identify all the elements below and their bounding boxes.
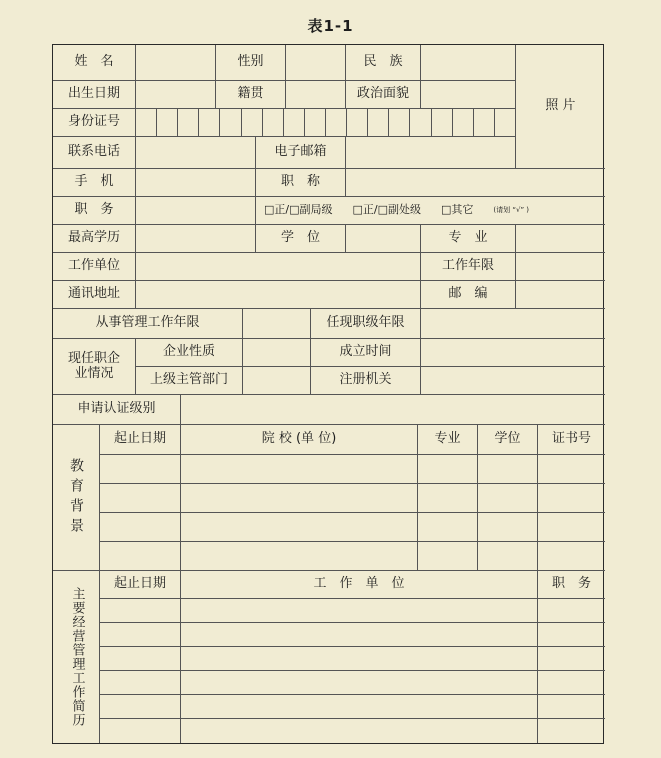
rank-years-label: 任现职级年限: [311, 309, 421, 339]
work-years-field[interactable]: [516, 253, 605, 281]
id-digit-box[interactable]: [495, 109, 516, 137]
work-position-cell[interactable]: [538, 671, 605, 695]
founded-label: 成立时间: [311, 339, 421, 367]
edu-school-cell[interactable]: [181, 542, 418, 571]
registry-label: 注册机关: [311, 367, 421, 395]
registry-field[interactable]: [421, 367, 605, 395]
work-position-cell[interactable]: [538, 623, 605, 647]
birth-date-label: 出生日期: [53, 81, 136, 109]
work-employer-cell[interactable]: [181, 671, 538, 695]
enterprise-nature-label: 企业性质: [136, 339, 243, 367]
degree-field[interactable]: [346, 225, 421, 253]
postcode-field[interactable]: [516, 281, 605, 309]
major-field[interactable]: [516, 225, 605, 253]
edu-certificate-cell[interactable]: [538, 484, 605, 513]
education-field[interactable]: [136, 225, 256, 253]
work-position-cell[interactable]: [538, 719, 605, 743]
mobile-field[interactable]: [136, 169, 256, 197]
id-digit-box[interactable]: [263, 109, 284, 137]
education-background-label: 教育背景: [53, 425, 100, 571]
work-years-label: 工作年限: [421, 253, 516, 281]
edu-dates-cell[interactable]: [100, 484, 181, 513]
edu-dates-cell[interactable]: [100, 455, 181, 484]
id-digit-box[interactable]: [347, 109, 368, 137]
edu-degree-cell[interactable]: [478, 484, 538, 513]
professional-title-field[interactable]: [346, 169, 605, 197]
edu-major-cell[interactable]: [418, 484, 478, 513]
gender-field[interactable]: [286, 45, 346, 81]
rank-years-field[interactable]: [421, 309, 605, 339]
work-position-cell[interactable]: [538, 695, 605, 719]
edu-school-cell[interactable]: [181, 513, 418, 542]
supervisor-label: 上级主管部门: [136, 367, 243, 395]
id-number-label: 身份证号: [53, 109, 136, 137]
work-dates-cell[interactable]: [100, 695, 181, 719]
ethnicity-label: 民 族: [346, 45, 421, 81]
id-digit-box[interactable]: [453, 109, 474, 137]
edu-school-cell[interactable]: [181, 484, 418, 513]
phone-label: 联系电话: [53, 137, 136, 169]
work-dates-cell[interactable]: [100, 647, 181, 671]
work-dates-header: 起止日期: [100, 571, 181, 599]
rank-option-division[interactable]: □正/□副处级: [352, 203, 421, 217]
edu-dates-cell[interactable]: [100, 513, 181, 542]
id-digit-box[interactable]: [368, 109, 389, 137]
political-status-field[interactable]: [421, 81, 516, 109]
work-position-cell[interactable]: [538, 647, 605, 671]
supervisor-field[interactable]: [243, 367, 311, 395]
work-employer-cell[interactable]: [181, 719, 538, 743]
edu-certificate-cell[interactable]: [538, 455, 605, 484]
gender-label: 性别: [216, 45, 286, 81]
professional-title-label: 职 称: [256, 169, 346, 197]
name-label: 姓 名: [53, 45, 136, 81]
work-employer-cell[interactable]: [181, 599, 538, 623]
address-field[interactable]: [136, 281, 421, 309]
page-title: 表1-1: [307, 17, 354, 35]
photo-box[interactable]: 照 片: [516, 45, 605, 169]
edu-certificate-cell[interactable]: [538, 513, 605, 542]
id-digit-box[interactable]: [305, 109, 326, 137]
education-label: 最高学历: [53, 225, 136, 253]
native-place-field[interactable]: [286, 81, 346, 109]
id-digit-box[interactable]: [410, 109, 431, 137]
edu-dates-cell[interactable]: [100, 542, 181, 571]
id-digit-box[interactable]: [178, 109, 199, 137]
rank-option-other[interactable]: □其它: [441, 203, 474, 217]
employer-label: 工作单位: [53, 253, 136, 281]
id-digit-box[interactable]: [326, 109, 347, 137]
id-digit-box[interactable]: [474, 109, 495, 137]
id-digit-box[interactable]: [199, 109, 220, 137]
name-field[interactable]: [136, 45, 216, 81]
founded-field[interactable]: [421, 339, 605, 367]
work-history-label: 主要经营管理工作简历: [53, 571, 100, 743]
work-dates-cell[interactable]: [100, 599, 181, 623]
edu-degree-header: 学位: [478, 425, 538, 455]
enterprise-nature-field[interactable]: [243, 339, 311, 367]
native-place-label: 籍贯: [216, 81, 286, 109]
rank-options: [256, 197, 605, 225]
address-label: 通讯地址: [53, 281, 136, 309]
work-dates-cell[interactable]: [100, 623, 181, 647]
employer-field[interactable]: [136, 253, 421, 281]
rank-options-note: (请划 “√” ): [493, 206, 530, 215]
edu-major-cell[interactable]: [418, 455, 478, 484]
edu-degree-cell[interactable]: [478, 513, 538, 542]
work-employer-cell[interactable]: [181, 623, 538, 647]
edu-certificate-cell[interactable]: [538, 542, 605, 571]
edu-major-header: 专业: [418, 425, 478, 455]
degree-label: 学 位: [256, 225, 346, 253]
work-employer-cell[interactable]: [181, 647, 538, 671]
edu-degree-cell[interactable]: [478, 542, 538, 571]
work-dates-cell[interactable]: [100, 671, 181, 695]
application-form: [52, 44, 604, 744]
edu-dates-header: 起止日期: [100, 425, 181, 455]
phone-field[interactable]: [136, 137, 256, 169]
position-label: 职 务: [53, 197, 136, 225]
enterprise-info-label: 现任职企业情况: [53, 339, 136, 395]
work-employer-header: 工 作 单 位: [181, 571, 538, 599]
edu-major-cell[interactable]: [418, 542, 478, 571]
political-status-label: 政治面貌: [346, 81, 421, 109]
id-digit-box[interactable]: [432, 109, 453, 137]
email-field[interactable]: [346, 137, 516, 169]
management-years-field[interactable]: [243, 309, 311, 339]
id-digit-box[interactable]: [284, 109, 305, 137]
id-digit-box[interactable]: [242, 109, 263, 137]
email-label: 电子邮箱: [256, 137, 346, 169]
position-field[interactable]: [136, 197, 256, 225]
work-employer-cell[interactable]: [181, 695, 538, 719]
edu-school-cell[interactable]: [181, 455, 418, 484]
edu-degree-cell[interactable]: [478, 455, 538, 484]
edu-major-cell[interactable]: [418, 513, 478, 542]
id-digit-box[interactable]: [136, 109, 157, 137]
edu-school-header: 院 校 (单 位): [181, 425, 418, 455]
postcode-label: 邮 编: [421, 281, 516, 309]
rank-option-bureau[interactable]: □正/□副局级: [264, 203, 333, 217]
mobile-label: 手 机: [53, 169, 136, 197]
id-digit-box[interactable]: [389, 109, 410, 137]
work-position-header: 职 务: [538, 571, 605, 599]
work-dates-cell[interactable]: [100, 719, 181, 743]
work-position-cell[interactable]: [538, 599, 605, 623]
management-years-label: 从事管理工作年限: [53, 309, 243, 339]
id-digit-box[interactable]: [220, 109, 241, 137]
major-label: 专 业: [421, 225, 516, 253]
cert-level-label: 申请认证级别: [53, 395, 181, 425]
birth-date-field[interactable]: [136, 81, 216, 109]
id-digit-box[interactable]: [157, 109, 178, 137]
cert-level-field[interactable]: [181, 395, 605, 425]
ethnicity-field[interactable]: [421, 45, 516, 81]
edu-certificate-header: 证书号: [538, 425, 605, 455]
